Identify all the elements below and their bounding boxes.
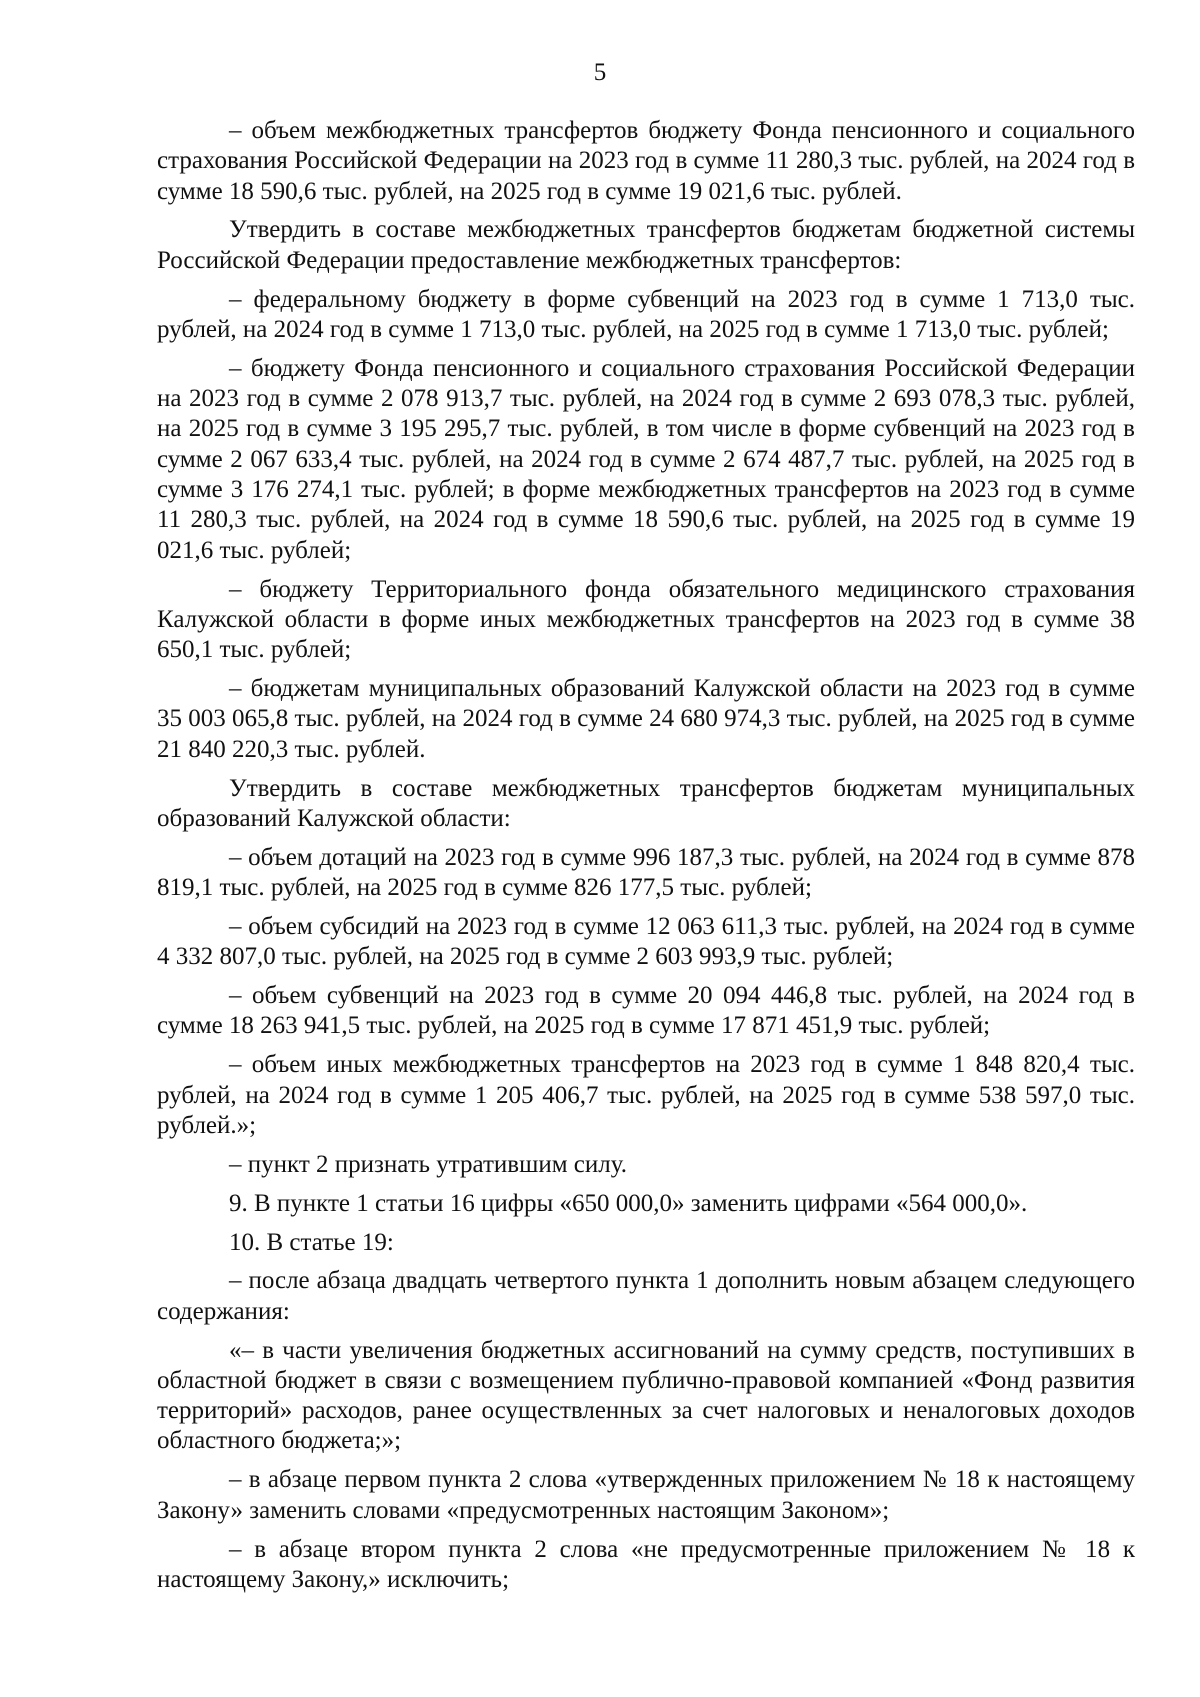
paragraph-article-16: 9. В пункте 1 статьи 16 цифры «650 000,0» заменить цифрами «564 000,0». (229, 1189, 1028, 1217)
paragraph-municipal-budgets: – бюджетам муниципальных образований Калужской области на 2023 год в сумме 35 003 065,8 тыс. рублей, на 2024 год в сумме 24 680 974,3 тыс. рублей, на 2025 год в сумме 21 840 220,3 тыс. рублей. (157, 675, 1135, 763)
paragraph-subsidies-dotations: – объем дотаций на 2023 год в сумме 996 187,3 тыс. рублей, на 2024 год в сумме 878 819,1 тыс. рублей, на 2025 год в сумме 826 177,5 тыс. рублей; (157, 843, 1135, 901)
paragraph-federal-budget: – федеральному бюджету в форме субвенций на 2023 год в сумме 1 713,0 тыс. рублей, на 2024 год в сумме 1 713,0 тыс. рублей, на 2025 год в сумме 1 713,0 тыс. рублей; (157, 285, 1135, 343)
paragraph-subventions: – объем субвенций на 2023 год в сумме 20 094 446,8 тыс. рублей, на 2024 год в сумме 18 263 941,5 тыс. рублей, на 2025 год в сумме 17 871 451,9 тыс. рублей; (157, 982, 1135, 1040)
paragraph-article-19: 10. В статье 19: (229, 1228, 394, 1256)
paragraph-approve-budget-system: Утвердить в составе межбюджетных трансфертов бюджетам бюджетной системы Российской Федерации предоставление межбюджетных трансфертов: (157, 216, 1135, 274)
paragraph-abzats-second: – в абзаце втором пункта 2 слова «не предусмотренные приложением № 18 к настоящему Закону,» исключить; (157, 1535, 1135, 1593)
paragraph-pension-fund-volume: – объем межбюджетных трансфертов бюджету Фонда пенсионного и социального страхования Российской Федерации на 2023 год в сумме 11 280,3 тыс. рублей, на 2024 год в сумме 18 590,6 тыс. рублей, на 2025 год в сумме 19 021,6 тыс. рублей. (157, 117, 1135, 205)
paragraph-approve-municipal: Утвердить в составе межбюджетных трансфертов бюджетам муниципальных образований Калужской области: (157, 774, 1135, 832)
paragraph-territorial-medical-fund: – бюджету Территориального фонда обязательного медицинского страхования Калужской области в форме иных межбюджетных трансфертов на 2023 год в сумме 38 650,1 тыс. рублей; (157, 575, 1135, 664)
page-number: 5 (593, 59, 607, 86)
paragraph-subsidies: – объем субсидий на 2023 год в сумме 12 063 611,3 тыс. рублей, на 2024 год в сумме 4 332 807,0 тыс. рублей, на 2025 год в сумме 2 603 993,9 тыс. рублей; (157, 912, 1135, 971)
paragraph-abzats-first: – в абзаце первом пункта 2 слова «утвержденных приложением № 18 к настоящему Закону» заменить словами «предусмотренных настоящим Законом»; (157, 1466, 1135, 1524)
paragraph-point-2-void: – пункт 2 признать утратившим силу. (229, 1150, 627, 1178)
paragraph-add-new-abzats: – после абзаца двадцать четвертого пункта 1 дополнить новым абзацем следующего содержания: (157, 1267, 1135, 1325)
paragraph-pension-fund-budget: – бюджету Фонда пенсионного и социального страхования Российской Федерации на 2023 год в сумме 2 078 913,7 тыс. рублей, на 2024 год в сумме 2 693 078,3 тыс. рублей, на 2025 год в сумме 3 195 295,7 тыс. рублей, в том числе в форме субвенций на 2023 год в сумме 2 067 633,4 тыс. рублей, на 2024 год в сумме 2 674 487,7 тыс. рублей, на 2025 год в сумме 3 176 274,1 тыс. рублей; в форме межбюджетных трансфертов на 2023 год в сумме 11 280,3 тыс. рублей, на 2024 год в сумме 18 590,6 тыс. рублей, на 2025 год в сумме 19 021,6 тыс. рублей; (157, 354, 1135, 564)
paragraph-quoted-insert: «– в части увеличения бюджетных ассигнований на сумму средств, поступивших в областной бюджет в связи с возмещением публично-правовой компанией «Фонд развития территорий» расходов, ранее осуществленных за счет налоговых и неналоговых доходов областного бюджета;»; (157, 1336, 1135, 1455)
document-body (157, 116, 1135, 1604)
paragraph-other-transfers: – объем иных межбюджетных трансфертов на 2023 год в сумме 1 848 820,4 тыс. рублей, на 2024 год в сумме 1 205 406,7 тыс. рублей, на 2025 год в сумме 538 597,0 тыс. рублей.»; (157, 1051, 1135, 1139)
